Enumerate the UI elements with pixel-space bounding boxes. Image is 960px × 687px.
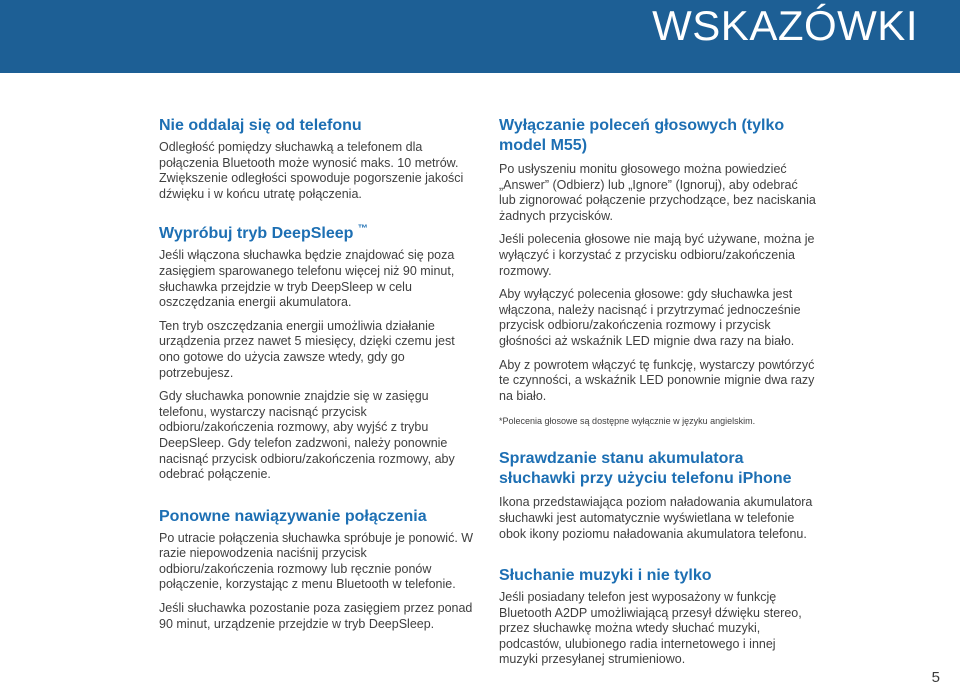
- paragraph: Jeśli polecenia głosowe nie mają być używane, można je wyłączyć i korzystać z przycisku odbioru/zakończenia rozmowy.: [499, 232, 815, 278]
- paragraph: Jeśli włączona słuchawka będzie znajdować się poza zasięgiem sparowanego telefonu więcej niż 90 minut, słuchawka przejdzie w tryb DeepSleep w celu oszczędzania energii akumulatora.: [159, 248, 455, 310]
- paragraph: Jeśli posiadany telefon jest wyposażony w funkcję Bluetooth A2DP umożliwiającą przesył dźwięku stereo, przez słuchawkę można wtedy słuchać muzyki, podcastów, ulubionego radia internetowego i innej muzyki przesyłanej strumieniowo.: [499, 590, 802, 667]
- paragraph: Odległość pomiędzy słuchawką a telefonem dla połączenia Bluetooth może wynosić maks. 10 metrów. Zwiększenie odległości spowoduje pogorszenie jakości dźwięku i w końcu utratę połączenia.: [159, 140, 464, 201]
- left-column: [159, 116, 477, 632]
- heading-text: Wypróbuj tryb DeepSleep: [159, 225, 354, 243]
- paragraph: Gdy słuchawka ponownie znajdzie się w zasięgu telefonu, wystarczy nacisnąć przycisk odbioru/zakończenia rozmowy, aby wyjść z trybu DeepSleep. Gdy telefon zadzwoni, należy ponownie nacisnąć przycisk odbioru/zakończenia rozmowy, aby odebrać połączenie.: [159, 389, 455, 482]
- section-deepsleep: [159, 224, 477, 482]
- paragraph: Aby wyłączyć polecenia głosowe: gdy słuchawka jest włączona, należy nacisnąć i przytrzymać jednocześnie przycisk odbioru/zakończenia rozmowy i przycisk głośności aż wskaźnik LED mignie dwa razy na biało.: [499, 287, 801, 348]
- section-heading: Wyłączanie poleceń głosowych (tylko model M55): [499, 117, 785, 154]
- trademark-symbol: ™: [357, 224, 368, 236]
- section-music: [499, 566, 817, 668]
- paragraph: Po usłyszeniu monitu głosowego można powiedzieć „Answer” (Odbierz) lub „Ignore” (Ignoruj), aby odebrać lub zignorować połączenie przychodzące, bez naciskania żadnych przycisków.: [499, 162, 816, 223]
- section-reconnect: [159, 507, 477, 633]
- page-number: 5: [931, 669, 940, 686]
- section-heading: Słuchanie muzyki i nie tylko: [499, 567, 712, 585]
- paragraph: Po utracie połączenia słuchawka spróbuje je ponowić. W razie niepowodzenia naciśnij przycisk odbioru/zakończenia rozmowy lub ręcznie ponów połączenie, korzystając z menu Bluetooth w telefonie.: [159, 530, 474, 592]
- section-heading: [159, 224, 477, 244]
- paragraph: Aby z powrotem włączyć tę funkcję, wystarczy powtórzyć te czynności, a wskaźnik LED ponownie mignie dwa razy na biało.: [499, 357, 815, 403]
- paragraph: Ikona przedstawiająca poziom naładowania akumulatora słuchawki jest automatycznie wyświetlana w telefonie obok ikony poziomu naładowania akumulatora telefonu.: [499, 495, 813, 541]
- section-heading: Sprawdzanie stanu akumulatora słuchawki przy użyciu telefonu iPhone: [499, 450, 792, 488]
- header-banner: [0, 0, 960, 73]
- section-heading: Ponowne nawiązywanie połączenia: [159, 507, 427, 525]
- paragraph: Ten tryb oszczędzania energii umożliwia działanie urządzenia przez nawet 5 miesięcy, dzięki czemu jest ono gotowe do użycia zawsze wtedy, gdy go potrzebujesz.: [159, 318, 455, 380]
- paragraph: Jeśli słuchawka pozostanie poza zasięgiem przez ponad 90 minut, urządzenie przejdzie w tryb DeepSleep.: [159, 601, 473, 631]
- section-voice-commands: [499, 116, 817, 427]
- footnote: *Polecenia głosowe są dostępne wyłącznie w języku angielskim.: [499, 416, 756, 427]
- page-title: WSKAZÓWKI: [652, 2, 918, 49]
- section-stay-near-phone: [159, 116, 477, 202]
- section-battery-iphone: [499, 449, 817, 542]
- right-column: [499, 116, 817, 668]
- section-heading: Nie oddalaj się od telefonu: [159, 117, 362, 134]
